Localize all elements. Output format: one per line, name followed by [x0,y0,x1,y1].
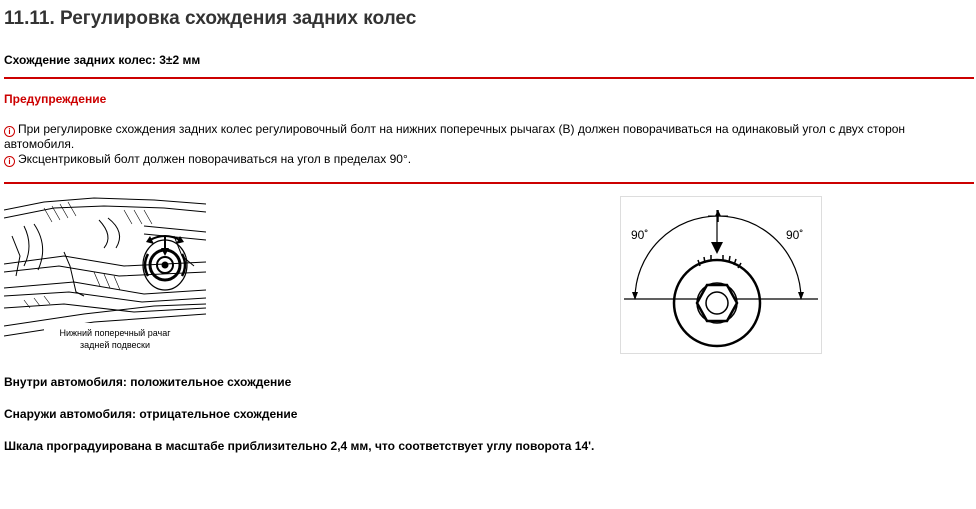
angle-label-left: 90˚ [631,228,649,242]
bolt-angle-figure [620,196,822,354]
note-outside: Снаружи автомобиля: отрицательное схождение [4,407,298,421]
divider-top [4,77,974,79]
angle-label-right: 90˚ [786,228,804,242]
toe-spec: Схождение задних колес: 3±2 мм [4,53,201,67]
warning-item [4,122,964,152]
warning-list [4,122,964,167]
figure-label-line2: задней подвески [80,340,150,350]
note-inside: Внутри автомобиля: положительное схождение [4,375,292,389]
control-arm-drawing [4,196,206,354]
bolt-angle-drawing [620,196,822,354]
info-icon: i [4,156,15,167]
note-scale: Шкала проградуирована в масштабе приблизительно 2,4 мм, что соответствует углу поворота 14'. [4,439,595,453]
warning-item-text: При регулировке схождения задних колес регулировочный болт на нижних поперечных рычагах (B) должен поворачиваться на одинаковый угол с двух сторон автомобиля. [4,122,906,151]
control-arm-figure [4,196,206,354]
warning-item-text: Эксцентриковый болт должен поворачиваться на угол в пределах 90°. [18,152,412,166]
warning-heading: Предупреждение [4,92,107,106]
figure-label-line1: Нижний поперечный рачаг [59,328,171,338]
warning-item [4,152,964,167]
divider-bottom [4,182,974,184]
page-title: 11.11. Регулировка схождения задних колес [4,8,417,29]
info-icon: i [4,126,15,137]
